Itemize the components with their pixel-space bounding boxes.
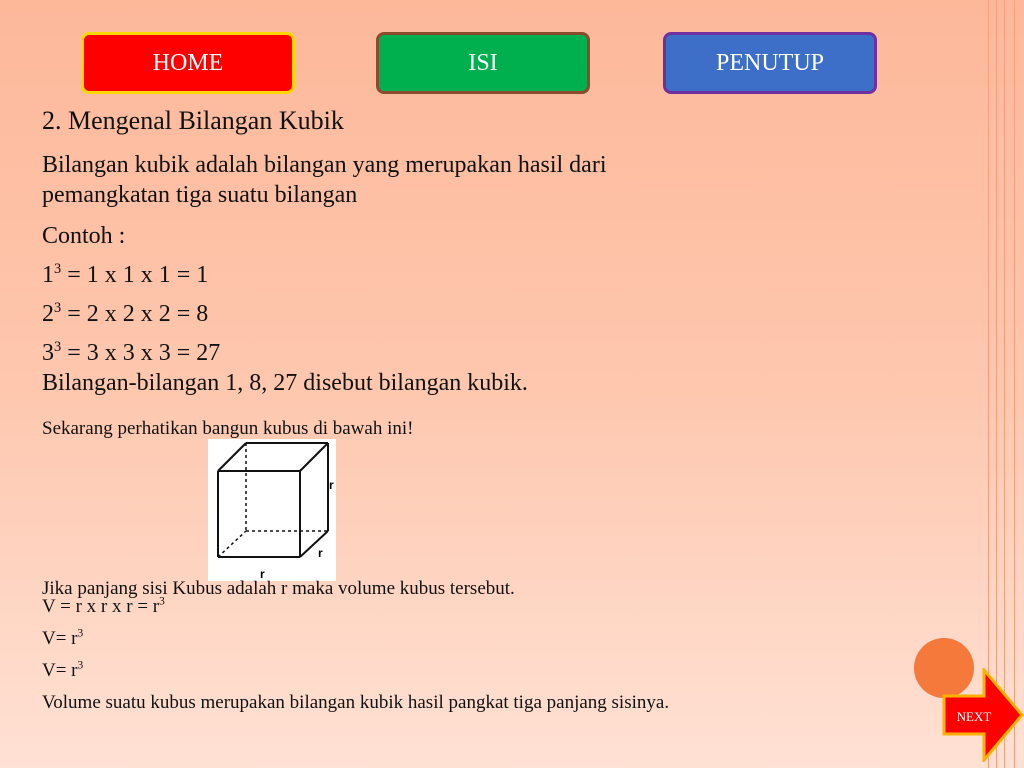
volume-intro-text: Jika panjang sisi Kubus adalah r maka volume kubus tersebut. — [42, 578, 515, 599]
slide-edge-decoration — [984, 0, 1024, 768]
cube-label-right: r — [329, 478, 334, 492]
example-2: $2^3 = 2$ x 2 x 2 = 8 — [42, 300, 209, 327]
formula-2: $V= r^3$ — [42, 627, 84, 649]
next-button[interactable]: NEXT — [956, 709, 992, 724]
formula-3: $V= r^3$ — [42, 659, 84, 681]
definition-line-2: pemangkatan tiga suatu bilangan — [42, 182, 358, 208]
example-label: Contoh : — [42, 223, 126, 249]
cube-intro-text: Sekarang perhatikan bangun kubus di bawah ini! — [42, 418, 414, 439]
cube-label-bottom: r — [260, 567, 265, 581]
cube-illustration — [208, 439, 336, 581]
formula-1: V = r x r x $r = r^3$ — [42, 595, 165, 617]
cube-label-front: r — [318, 546, 323, 560]
conclusion-text: Bilangan-bilangan 1, 8, 27 disebut bilangan kubik. — [42, 370, 528, 396]
example-3: $3^3 = 3$ x 3 x 3 = 27 — [42, 339, 221, 366]
isi-button[interactable]: ISI — [376, 32, 590, 94]
penutup-button[interactable]: PENUTUP — [663, 32, 877, 94]
example-1: $1^3 = 1$ x 1 x 1 = 1 — [42, 261, 209, 288]
closing-text: Volume suatu kubus merupakan bilangan kubik hasil pangkat tiga panjang sisinya. — [42, 692, 670, 713]
definition-line-1: Bilangan kubik adalah bilangan yang merupakan hasil dari — [42, 152, 607, 178]
slide-heading: 2. Mengenal Bilangan Kubik — [42, 106, 344, 135]
home-button[interactable]: HOME — [81, 32, 295, 94]
